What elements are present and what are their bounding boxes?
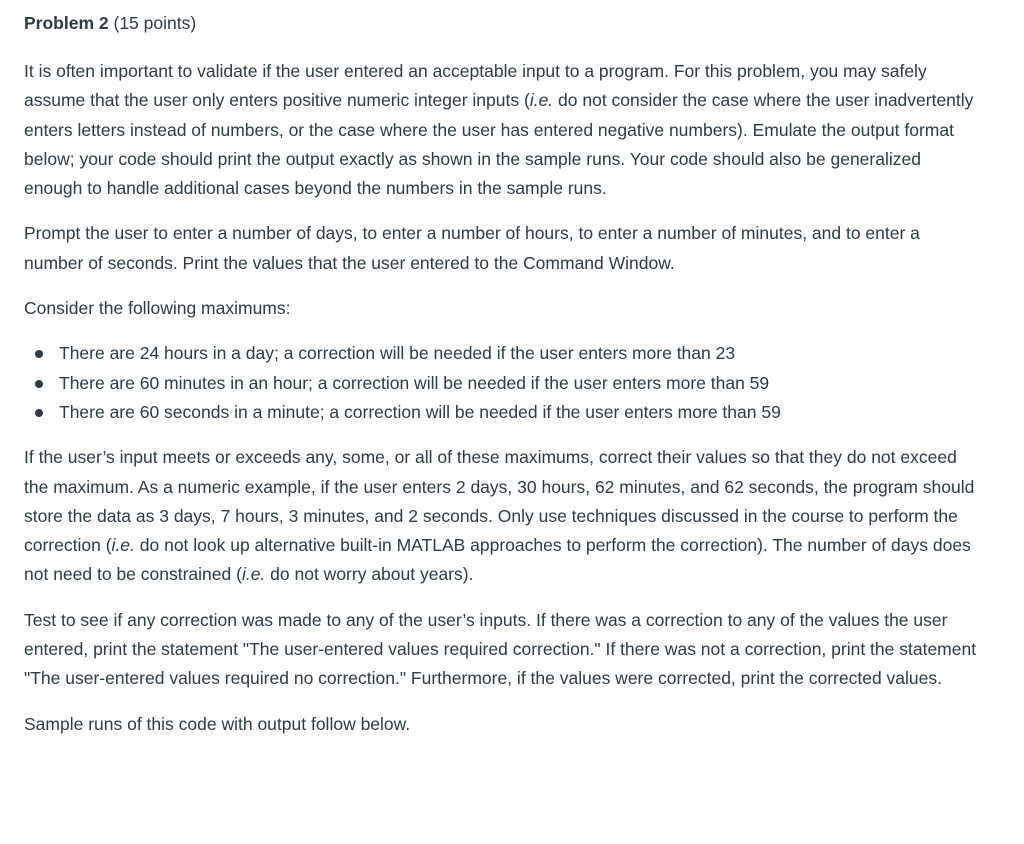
maximum-minutes-text: There are 60 minutes in an hour; a correction will be needed if the user enters more than 59 [59, 372, 770, 393]
consider-paragraph: Consider the following maximums: [24, 298, 291, 319]
problem-title: Problem 2 [24, 13, 109, 33]
prompt-paragraph: Prompt the user to enter a number of days, to enter a number of hours, to enter a number of minutes, and to enter a number of seconds. Print the values that the user entered to the Command Window. [24, 223, 920, 273]
list-item [59, 339, 984, 368]
bullet-dot-icon [35, 350, 43, 358]
intro-text-a: It is often important to validate if the user entered an acceptable input to a program. For this problem, you may safely assume that the user only enters positive numeric integer inputs ( [24, 61, 927, 111]
bullet-dot-icon [35, 409, 43, 417]
test-paragraph: Test to see if any correction was made to any of the user’s inputs. If there was a correction to any of the values the user entered, print the statement "The user-entered values required correction." If there was not a correction, print the statement "The user-entered values required no correction." Furthermore, if the values were corrected, print the corrected values. [24, 609, 977, 689]
list-item [59, 398, 984, 427]
sample-paragraph: Sample runs of this code with output follow below. [24, 713, 411, 734]
maximums-list [24, 339, 984, 427]
correction-text-a: If the user’s input meets or exceeds any, some, or all of these maximums, correct their values so that they do not exceed the maximum. As a numeric example, if the user enters 2 days, 30 hours, 62 minutes, and 62 seconds, the program should store the data as 3 days, 7 hours, 3 minutes, and 2 seconds. Only use techniques discussed in the course to perform the correction ( [24, 447, 975, 556]
list-item [59, 369, 984, 398]
intro-paragraph [24, 57, 984, 203]
correction-text-c: do not worry about years). [265, 564, 474, 585]
problem-heading [24, 8, 984, 38]
correction-paragraph [24, 443, 984, 589]
intro-ie: i.e. [529, 90, 554, 111]
maximum-hours-text: There are 24 hours in a day; a correction will be needed if the user enters more than 23 [59, 343, 736, 364]
problem-points: (15 points) [113, 13, 197, 33]
intro-text-b: do not consider the case where the user inadvertently enters letters instead of numbers, or the case where the user has entered negative numbers). Emulate the output format below; your code should print the output exactly as shown in the sample runs. Your code should also be generalized enough to handle additional cases beyond the numbers in the sample runs. [24, 90, 974, 199]
maximum-seconds-text: There are 60 seconds in a minute; a correction will be needed if the user enters more than 59 [59, 401, 781, 422]
correction-ie-1: i.e. [111, 535, 135, 556]
correction-text-b: do not look up alternative built-in MATLAB approaches to perform the correction). The number of days does not need to be constrained ( [24, 535, 971, 585]
correction-ie-2: i.e. [241, 564, 266, 585]
bullet-dot-icon [35, 380, 43, 388]
